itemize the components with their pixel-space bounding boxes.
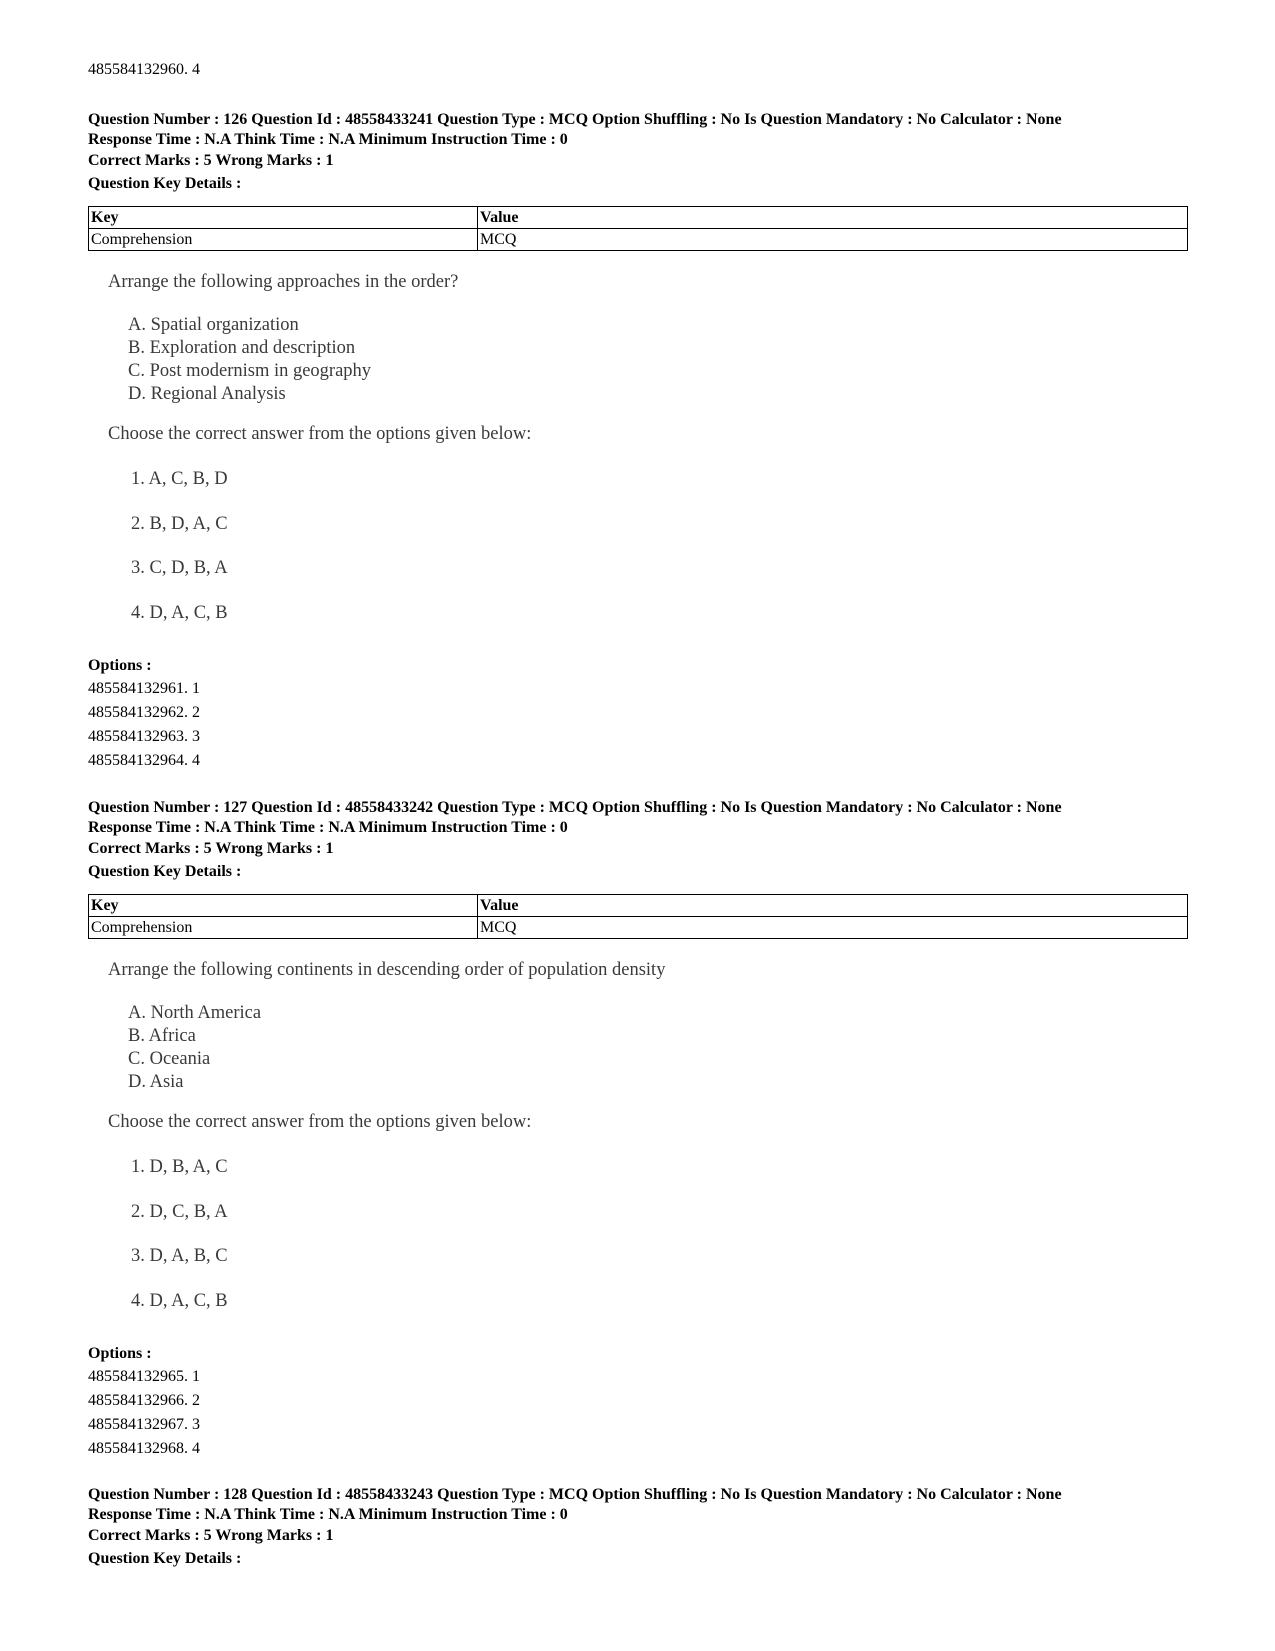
option-line: 485584132964. 4: [88, 752, 200, 769]
option-line: 485584132968. 4: [88, 1440, 200, 1457]
marks-line: Correct Marks : 5 Wrong Marks : 1: [88, 1527, 334, 1544]
key-details-label: Question Key Details :: [88, 863, 242, 880]
option-line: 485584132967. 3: [88, 1416, 200, 1433]
list-item: A. Spatial organization: [128, 315, 299, 335]
value-column-header: Value: [478, 207, 1188, 229]
value-column-header: Value: [478, 895, 1188, 917]
list-item: C. Post modernism in geography: [128, 361, 372, 381]
list-item: D. Asia: [128, 1072, 184, 1092]
answer-instruction: Choose the correct answer from the options given below:: [108, 424, 532, 444]
value-cell: MCQ: [478, 229, 1188, 251]
list-item: B. Africa: [128, 1026, 196, 1046]
option-line: 485584132961. 1: [88, 680, 200, 697]
options-label: Options :: [88, 1345, 152, 1362]
key-details-table: [88, 894, 1188, 939]
key-cell: Comprehension: [89, 229, 478, 251]
list-item: D. Regional Analysis: [128, 384, 286, 404]
answer-choice: 4. D, A, C, B: [131, 603, 228, 623]
answer-choice: 1. A, C, B, D: [131, 469, 228, 489]
key-cell: Comprehension: [89, 917, 478, 939]
option-line: 485584132962. 2: [88, 704, 200, 721]
option-line: 485584132965. 1: [88, 1368, 200, 1385]
marks-line: Correct Marks : 5 Wrong Marks : 1: [88, 840, 334, 857]
key-column-header: Key: [89, 895, 478, 917]
key-details-label: Question Key Details :: [88, 1550, 242, 1567]
previous-option-line: 485584132960. 4: [88, 61, 200, 78]
option-line: 485584132966. 2: [88, 1392, 200, 1409]
key-column-header: Key: [89, 207, 478, 229]
question-header-line1: Question Number : 126 Question Id : 48558433241 Question Type : MCQ Option Shuffling : No Is Question Mandatory : No Calculator : None: [88, 111, 1062, 128]
question-header-line2: Response Time : N.A Think Time : N.A Minimum Instruction Time : 0: [88, 131, 568, 148]
key-details-table: [88, 206, 1188, 251]
option-line: 485584132963. 3: [88, 728, 200, 745]
list-item: B. Exploration and description: [128, 338, 356, 358]
answer-choice: 2. B, D, A, C: [131, 514, 228, 534]
value-cell: MCQ: [478, 917, 1188, 939]
question-header-line2: Response Time : N.A Think Time : N.A Minimum Instruction Time : 0: [88, 1506, 568, 1523]
question-stem: Arrange the following continents in descending order of population density: [108, 960, 666, 980]
answer-choice: 1. D, B, A, C: [131, 1157, 228, 1177]
marks-line: Correct Marks : 5 Wrong Marks : 1: [88, 152, 334, 169]
options-label: Options :: [88, 657, 152, 674]
question-header-line1: Question Number : 127 Question Id : 48558433242 Question Type : MCQ Option Shuffling : No Is Question Mandatory : No Calculator : None: [88, 799, 1062, 816]
answer-choice: 4. D, A, C, B: [131, 1291, 228, 1311]
list-item: A. North America: [128, 1003, 262, 1023]
answer-choice: 3. C, D, B, A: [131, 558, 228, 578]
question-header-line2: Response Time : N.A Think Time : N.A Minimum Instruction Time : 0: [88, 819, 568, 836]
key-details-label: Question Key Details :: [88, 175, 242, 192]
list-item: C. Oceania: [128, 1049, 211, 1069]
answer-choice: 2. D, C, B, A: [131, 1202, 228, 1222]
question-header-line1: Question Number : 128 Question Id : 48558433243 Question Type : MCQ Option Shuffling : No Is Question Mandatory : No Calculator : None: [88, 1486, 1062, 1503]
question-stem: Arrange the following approaches in the order?: [108, 272, 459, 292]
answer-choice: 3. D, A, B, C: [131, 1246, 228, 1266]
answer-instruction: Choose the correct answer from the options given below:: [108, 1112, 532, 1132]
